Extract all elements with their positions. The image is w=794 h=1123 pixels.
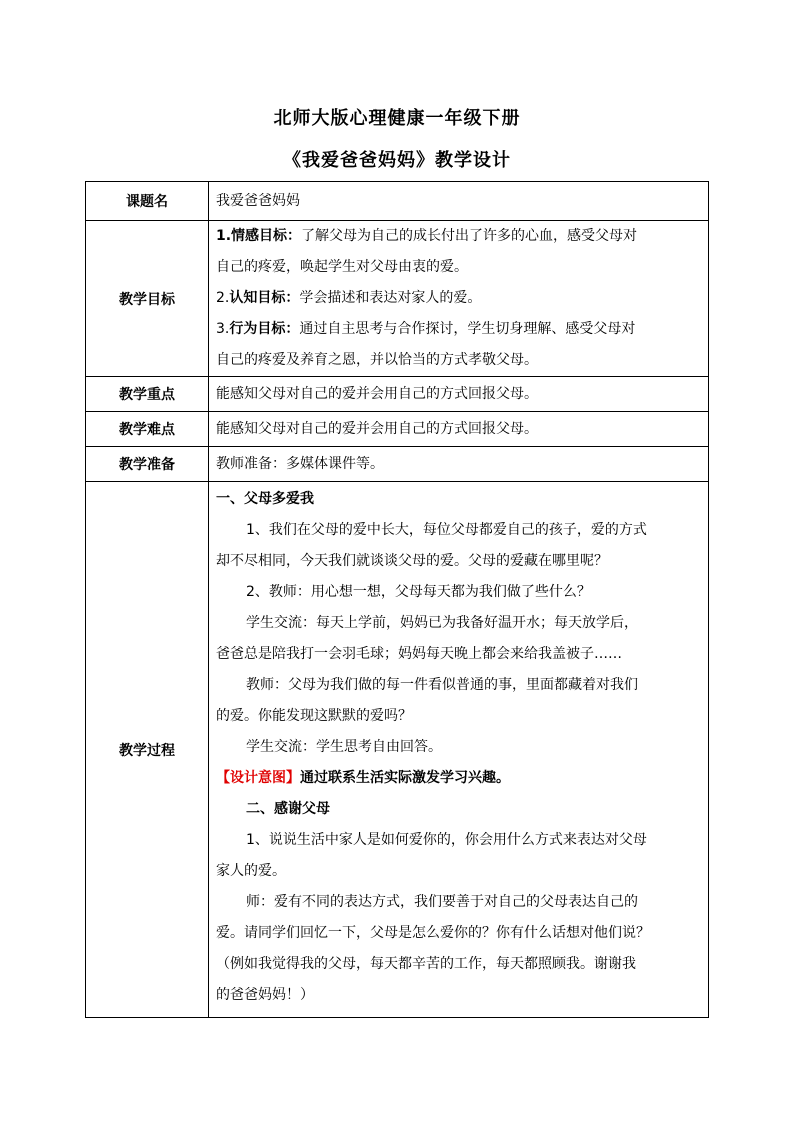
paragraph-line: 家人的爱。 — [216, 863, 286, 879]
table-row-process — [86, 482, 709, 1018]
goals-value — [209, 221, 709, 377]
goal-3-heading: 行为目标： — [229, 321, 300, 337]
lesson-plan-table — [85, 181, 709, 1018]
goals-label: 教学目标 — [86, 221, 209, 377]
paragraph-line: 1、说说生活中家人是如何爱你的，你会用什么方式来表达对父母 — [246, 832, 647, 848]
topic-value: 我爱爸爸妈妈 — [209, 182, 709, 221]
goal-2-text: 学会描述和表达对家人的爱。 — [299, 290, 482, 306]
paragraph-line: 却不尽相同，今天我们就谈谈父母的爱。父母的爱藏在哪里呢？ — [216, 553, 608, 569]
goal-1-text-a: 了解父母为自己的成长付出了许多的心血，感受父母对 — [301, 228, 638, 244]
paragraph-line: 爱。请同学们回忆一下，父母是怎么爱你的？你有什么话想对他们说？ — [216, 925, 650, 941]
goal-1-line — [216, 221, 702, 252]
paragraph-line: 的爱。你能发现这默默的爱吗？ — [216, 708, 412, 724]
paragraph-line: （例如我觉得我的父母，每天都辛苦的工作，每天都照顾我。谢谢我 — [216, 956, 636, 972]
table-row-goals — [86, 221, 709, 377]
key-point-label: 教学重点 — [86, 377, 209, 412]
process-label: 教学过程 — [86, 482, 209, 1018]
paragraph-line: 学生交流：学生思考自由回答。 — [246, 739, 442, 755]
goal-2-number: 2. — [216, 290, 230, 306]
goal-3-line — [216, 314, 702, 345]
paragraph-line: 爸爸总是陪我打一会羽毛球；妈妈每天晚上都会来给我盖被子…… — [216, 646, 622, 662]
paragraph-line: 的爸爸妈妈！） — [216, 987, 314, 1003]
design-intent-line — [216, 763, 702, 794]
paragraph-line: 2、教师：用心想一想，父母每天都为我们做了些什么？ — [246, 584, 591, 600]
table-row-topic — [86, 182, 709, 221]
preparation-value: 教师准备：多媒体课件等。 — [209, 447, 709, 482]
goal-1-text-b: 自己的疼爱，唤起学生对父母由衷的爱。 — [216, 259, 468, 275]
difficulty-value: 能感知父母对自己的爱并会用自己的方式回报父母。 — [209, 412, 709, 447]
process-value — [209, 482, 709, 1018]
topic-label: 课题名 — [86, 182, 209, 221]
goal-2-heading: 认知目标： — [229, 290, 300, 306]
paragraph-line: 教师：父母为我们做的每一件看似普通的事，里面都藏着对我们 — [246, 677, 638, 693]
table-row-key-point — [86, 377, 709, 412]
paragraph-line: 1、我们在父母的爱中长大，每位父母都爱自己的孩子，爱的方式 — [246, 522, 647, 538]
design-intent-text: 通过联系生活实际激发学习兴趣。 — [300, 770, 510, 786]
paragraph-line: 师：爱有不同的表达方式，我们要善于对自己的父母表达自己的 — [246, 894, 638, 910]
table-row-difficulty — [86, 412, 709, 447]
section-2-heading: 二、感谢父母 — [246, 801, 330, 817]
key-point-value: 能感知父母对自己的爱并会用自己的方式回报父母。 — [209, 377, 709, 412]
section-1-heading: 一、父母多爱我 — [216, 491, 314, 507]
preparation-label: 教学准备 — [86, 447, 209, 482]
difficulty-label: 教学难点 — [86, 412, 209, 447]
goal-3-text-b: 自己的疼爱及养育之恩，并以恰当的方式孝敬父母。 — [216, 352, 538, 368]
goal-3-text-a: 通过自主思考与合作探讨，学生切身理解、感受父母对 — [299, 321, 636, 337]
document-title: 北师大版心理健康一年级下册 — [273, 108, 521, 129]
paragraph-line: 学生交流：每天上学前，妈妈已为我备好温开水；每天放学后， — [246, 615, 638, 631]
goal-1-heading: 1.情感目标： — [216, 228, 302, 244]
table-row-preparation — [86, 447, 709, 482]
goal-2-line — [216, 283, 702, 314]
design-intent-tag: 【设计意图】 — [216, 770, 300, 786]
goal-3-number: 3. — [216, 321, 230, 337]
document-subtitle: 《我爱爸爸妈妈》教学设计 — [283, 150, 511, 171]
